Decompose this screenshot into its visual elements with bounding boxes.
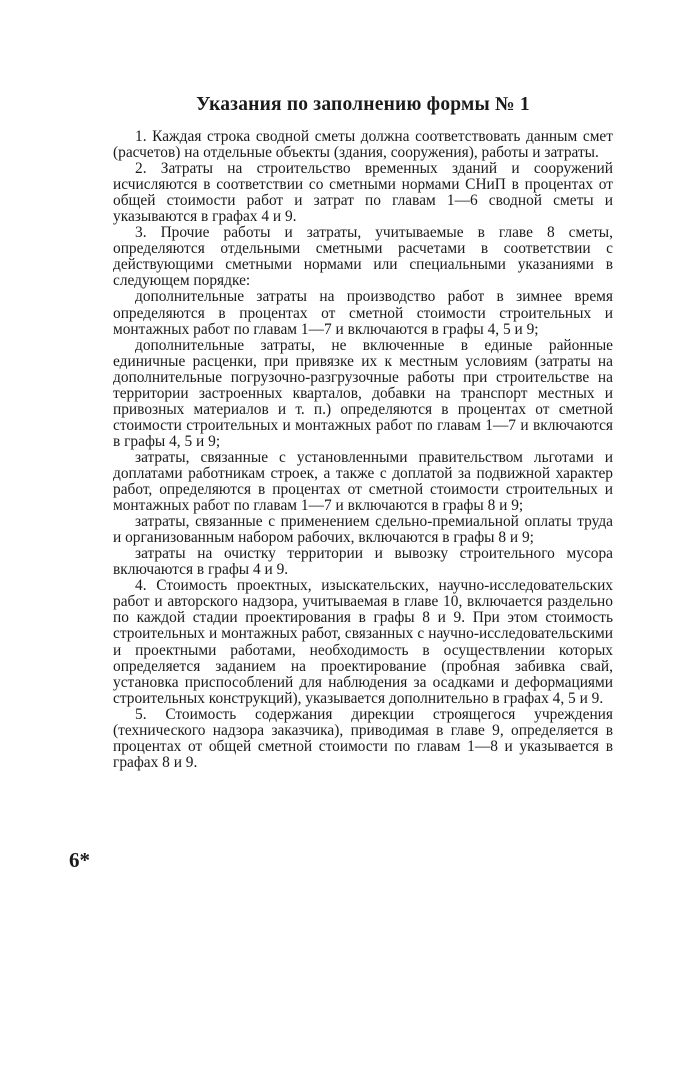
paragraph-5: 5. Стоимость содержания дирекции строящегося учреждения (технического надзора заказчика), приводимая в главе 9, определяется в процентах от общей сметной стоимости по главам 1—8 и указывается в графах 8 и 9. [113, 705, 613, 771]
paragraph-3-piecework: затраты, связанные с применением сдельно-премиальной оплаты труда и организованным набором рабочих, включаются в графы 8 и 9; [113, 513, 613, 547]
paragraph-3-benefits: затраты, связанные с установленными правительством льготами и доплатами работникам строек, а также с доплатой за подвижной характер работ, определяются в процентах от сметной стоимости строительных и монтажных работ по главам 1—7 и включаются в графы 8 и 9; [113, 448, 613, 515]
paragraph-1: 1. Каждая строка сводной сметы должна соответствовать данным смет (расчетов) на отдельные объекты (здания, сооружения), работы и затраты. [113, 128, 613, 162]
page-title: Указания по заполнению формы № 1 [196, 94, 530, 115]
paragraph-3-cleanup: затраты на очистку территории и вывозку строительного мусора включаются в графы 4 и 9. [113, 545, 613, 579]
paragraph-3: 3. Прочие работы и затраты, учитываемые в главе 8 сметы, определяются отдельными сметными расчетами в соответствии с действующими сметными нормами или специальными указаниями в следующем порядке: [113, 224, 613, 290]
paragraph-3-winter-costs: дополнительные затраты на производство работ в зимнее время определяются в процентах от сметной стоимости строительных и монтажных работ по главам 1—7 и включаются в графы 4, 5 и 9; [113, 288, 613, 338]
paragraph-4: 4. Стоимость проектных, изыскательских, научно-исследовательских работ и авторского надзора, учитываемая в главе 10, включается раздельно по каждой стадии проектирования в графы 8 и 9. При этом стоимость строительных и монтажных работ, связанных с научно-исследовательскими и проектными работами, необходимость в осуществлении которых определяется заданием на проектирование (пробная забивка свай, установка приспособлений для наблюдения за осадками и деформациями строительных конструкций), указывается дополнительно в графах 4, 5 и 9. [113, 577, 613, 707]
text-block [113, 93, 613, 771]
paragraph-2: 2. Затраты на строительство временных зданий и сооружений исчисляются в соответствии со сметными нормами СНиП в процентах от общей стоимости работ и затрат по главам 1—6 сводной сметы и указываются в графах 4 и 9. [113, 160, 613, 226]
page-folio: 6* [69, 848, 90, 872]
paragraph-3-local-conditions: дополнительные затраты, не включенные в единые районные единичные расценки, при привязке их к местным условиям (затраты на дополнительные погрузочно-разгрузочные работы при строительстве на территории застроенных кварталов, добавки на транспорт местных и привозных материалов и т. п.) определяются в процентах от сметной стоимости строительных и монтажных работ по главам 1—7 и включаются в графы 4, 5 и 9; [113, 336, 613, 450]
